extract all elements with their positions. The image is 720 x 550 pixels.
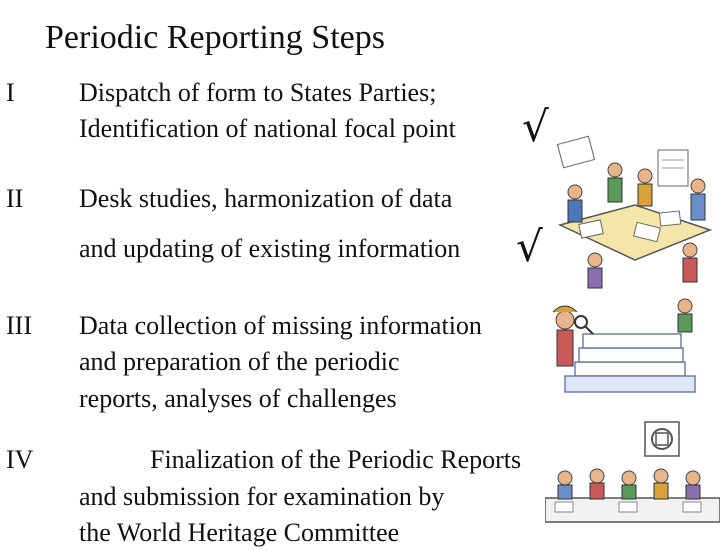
step-3-line-2: and preparation of the periodic xyxy=(79,347,400,376)
data-collection-illustration xyxy=(545,292,720,402)
step-1-check-icon: √ xyxy=(522,102,549,151)
step-2-check-icon: √ xyxy=(516,222,543,271)
step-1-line-1: Dispatch of form to States Parties; xyxy=(79,78,437,107)
step-1-line-2: Identification of national focal point xyxy=(79,114,456,143)
step-4-numeral: IV xyxy=(6,445,34,474)
step-3-numeral: III xyxy=(6,311,32,340)
step-2-line-2: and updating of existing information xyxy=(79,234,461,263)
step-1-numeral: I xyxy=(6,78,15,107)
step-2-line-1: Desk studies, harmonization of data xyxy=(79,184,453,213)
step-4-line-3: the World Heritage Committee xyxy=(79,518,400,547)
slide-title: Periodic Reporting Steps xyxy=(45,19,385,56)
step-3-line-1: Data collection of missing information xyxy=(79,311,482,340)
committee-illustration xyxy=(545,418,720,540)
step-3-line-3: reports, analyses of challenges xyxy=(79,384,397,413)
step-4-line-2: and submission for examination by xyxy=(79,482,445,511)
step-2-numeral: II xyxy=(6,184,24,213)
step-4-line-1: Finalization of the Periodic Reports xyxy=(150,445,522,474)
team-meeting-illustration xyxy=(540,130,720,290)
